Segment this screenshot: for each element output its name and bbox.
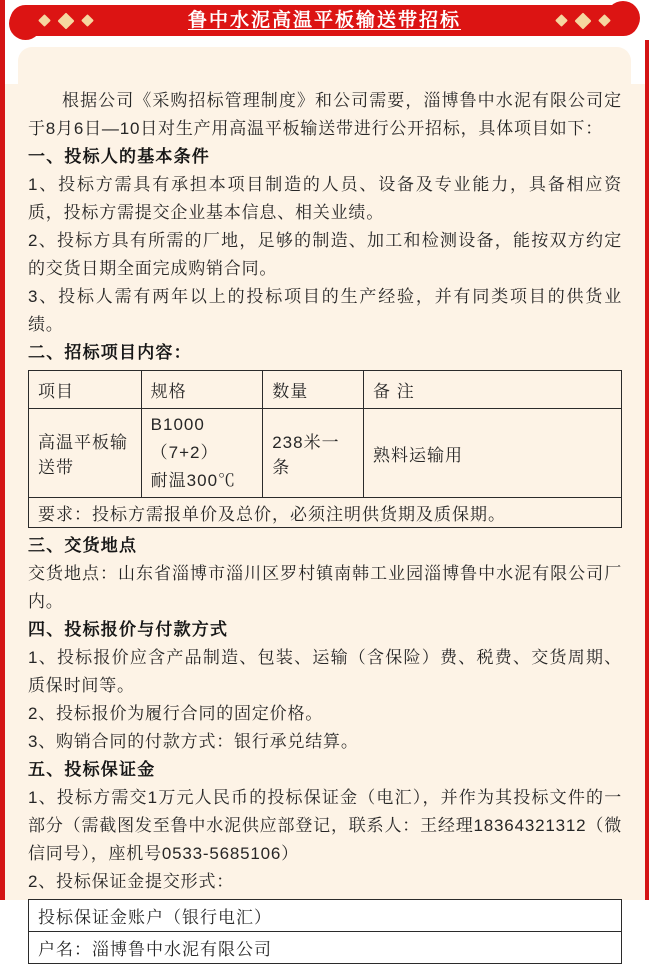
left-border-strip [0,0,5,900]
requirement-item: 3、投标人需有两年以上的投标项目的生产经验，并有同类项目的供货业绩。 [28,287,622,334]
cell-account-title: 投标保证金账户（银行电汇） [29,900,622,932]
quotation-item: 3、购销合同的付款方式：银行承兑结算。 [28,732,359,751]
diamond-icon [38,14,51,27]
delivery-place-text: 交货地点：山东省淄博市淄川区罗村镇南韩工业园淄博鲁中水泥有限公司厂内。 [28,564,622,611]
diamond-icon [81,14,94,27]
quotation-item: 2、投标报价为履行合同的固定价格。 [28,704,324,723]
cell-note: 熟料运输用 [364,409,622,498]
table-row [29,932,622,964]
cell-account-name: 户名：淄博鲁中水泥有限公司 [29,932,622,964]
right-border-strip [645,40,649,900]
page-title: 鲁中水泥高温平板输送带招标 [187,10,461,31]
requirement-item: 2、投标方具有所需的厂地，足够的制造、加工和检测设备，能按双方约定的交货日期全面完成购销合同。 [28,231,622,278]
diamond-icon [575,12,592,29]
diamond-icon [598,14,611,27]
diamond-icon [555,14,568,27]
section-heading-bid-deposit: 五、投标保证金 [28,760,156,779]
diamond-decor-left [40,15,92,27]
column-header-note: 备 注 [364,371,622,409]
quotation-item: 1、投标报价应含产品制造、包装、运输（含保险）费、税费、交货周期、质保时间等。 [28,648,622,695]
column-header-item: 项目 [29,371,142,409]
column-header-spec: 规格 [141,371,263,409]
deposit-item: 2、投标保证金提交形式： [28,872,235,891]
title-banner [10,5,639,36]
tender-items-table [28,370,622,528]
cell-quantity: 238米一条 [263,409,364,498]
deposit-account-table [28,899,622,964]
table-row [29,409,622,498]
deposit-item: 1、投标方需交1万元人民币的投标保证金（电汇），并作为其投标文件的一部分（需截图发至鲁中水泥供应部登记，联系人：王经理18364321312（微信同号），座机号0533-5685106） [28,788,622,863]
section-heading-delivery-place: 三、交货地点 [28,536,138,555]
table-requirement-row [29,498,622,528]
section-heading-quotation-payment: 四、投标报价与付款方式 [28,620,229,639]
requirement-item: 1、投标方需具有承担本项目制造的人员、设备及专业能力，具备相应资质，投标方需提交企业基本信息、相关业绩。 [28,175,622,222]
section-heading-tender-content: 二、招标项目内容： [28,343,192,362]
cell-requirement: 要求：投标方需报单价及总价，必须注明供货期及质保期。 [29,498,622,528]
table-header-row [29,371,622,409]
diamond-decor-right [557,15,609,27]
cell-item-name: 高温平板输送带 [29,409,142,498]
column-header-qty: 数量 [263,371,364,409]
intro-paragraph: 根据公司《采购招标管理制度》和公司需要，淄博鲁中水泥有限公司定于8月6日—10日对生产用高温平板输送带进行公开招标，具体项目如下： [28,91,622,138]
spec-line-2: 耐温300℃ [150,471,237,490]
section-heading-bidder-requirements: 一、投标人的基本条件 [28,147,210,166]
cell-spec [141,409,263,498]
table-row [29,900,622,932]
content-panel [18,47,631,959]
spec-line-1: B1000（7+2） [150,415,219,462]
diamond-icon [58,12,75,29]
